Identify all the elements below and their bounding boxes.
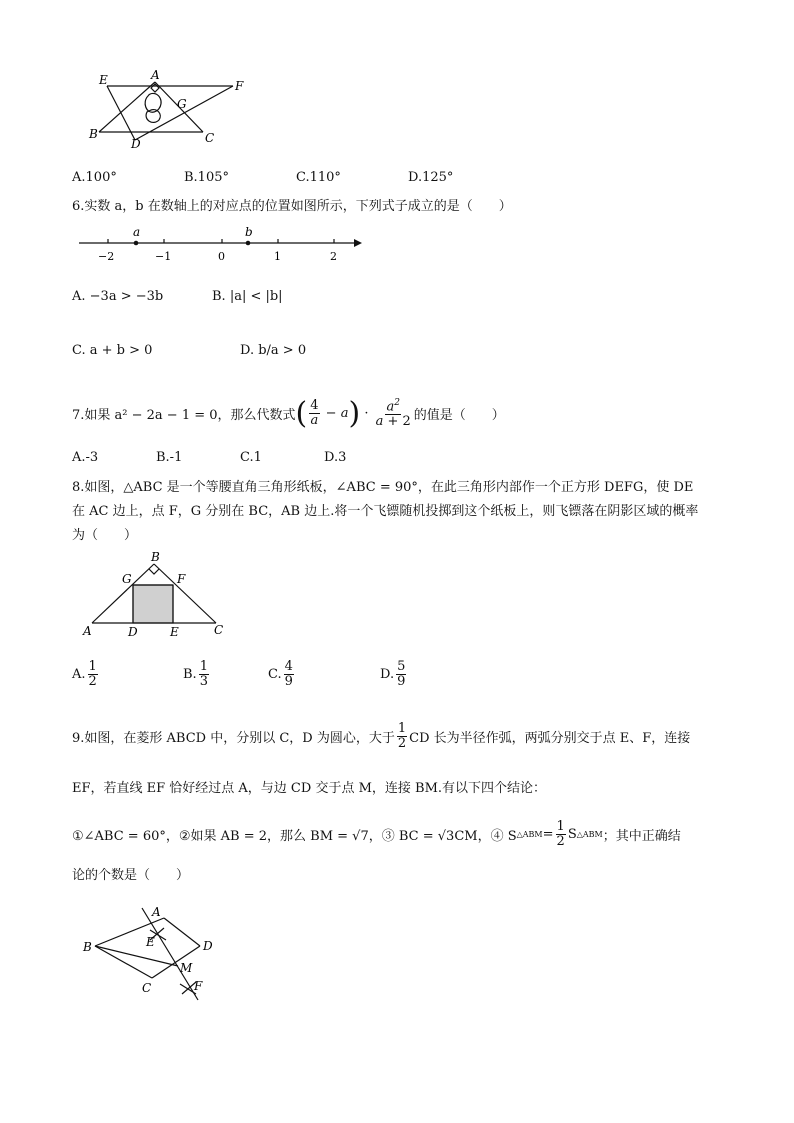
- q7-option-a: A.-3: [72, 450, 99, 465]
- svg-text:F: F: [177, 572, 186, 586]
- q7-option-d: D.3: [324, 450, 347, 465]
- q5-label-b: B: [89, 127, 98, 141]
- svg-text:F: F: [194, 979, 203, 993]
- q6-point-b: [246, 241, 251, 246]
- q9-line2: EF，若直线 EF 恰好经过点 A，与边 CD 交于点 M，连接 BM.有以下四个结论：: [72, 781, 547, 796]
- q5-option-b: B.105°: [184, 170, 229, 185]
- q7-stem-suffix: 的值是（ ）: [413, 408, 505, 423]
- q6-number-line: [75, 222, 370, 268]
- q9-line1: 9.如图，在菱形 ABCD 中，分别以 C，D 为圆心，大于 $\frac{1}{2}$ CD 长为半径作弧，两弧分别交于点 E、F，连接: [72, 721, 691, 751]
- svg-text:C: C: [214, 623, 224, 637]
- q8-option-d: D. $\frac{5}{9}$: [380, 659, 406, 689]
- svg-text:A: A: [83, 624, 92, 638]
- q5-option-d: D.125°: [408, 170, 454, 185]
- svg-text:a: a: [133, 225, 141, 239]
- q6-option-a: A. −3a > −3b: [72, 289, 164, 304]
- q9-line4: 论的个数是（ ）: [72, 868, 190, 883]
- svg-text:G: G: [122, 572, 132, 586]
- q5-label-c: C: [205, 131, 215, 145]
- q8-stem-line2: 在 AC 边上，点 F，G 分别在 BC，AB 边上.将一个飞镖随机投掷到这个纸板上，则飞镖落在阴影区域的概率: [72, 504, 699, 519]
- q9-figure: [80, 898, 230, 1006]
- q8-stem-line3: 为（ ）: [72, 528, 138, 543]
- q7-stem-prefix: 7.如果 a² − 2a − 1 = 0，那么代数式: [72, 408, 296, 423]
- q8-option-a: A. $\frac{1}{2}$: [72, 659, 97, 689]
- svg-text:B: B: [83, 940, 92, 954]
- q6-option-d: D. b/a > 0: [240, 343, 307, 358]
- q8-option-c: C. $\frac{4}{9}$: [268, 659, 293, 689]
- q5-option-c: C.110°: [296, 170, 341, 185]
- q6-option-c: C. a + b > 0: [72, 343, 153, 358]
- svg-text:1: 1: [274, 250, 281, 263]
- q5-label-a: A: [151, 68, 160, 82]
- q7-option-b: B.-1: [156, 450, 183, 465]
- q7-stem: 7.如果 a² − 2a − 1 = 0，那么代数式 ( $\frac{4}{a}$ − a ) · $\frac{a^2}{a + 2}$ 的值是（ ）: [72, 396, 505, 431]
- q5-label-g: G: [177, 97, 187, 111]
- q6-stem: 6.实数 a，b 在数轴上的对应点的位置如图所示，下列式子成立的是（ ）: [72, 199, 512, 214]
- q9-line3: ①∠ABC = 60°，②如果 AB = 2，那么 BM = √7，③ BC = √3CM，④ S △ABM = $\frac{1}{2}$ S △ABM ；其中正确结: [72, 819, 681, 849]
- svg-text:M: M: [180, 961, 193, 975]
- svg-text:B: B: [151, 550, 160, 564]
- svg-text:−2: −2: [98, 250, 115, 263]
- q5-figure: [85, 68, 255, 150]
- svg-text:A: A: [152, 905, 161, 919]
- q5-option-a: A.100°: [72, 170, 117, 185]
- svg-text:E: E: [146, 935, 155, 949]
- q5-label-f: F: [235, 79, 244, 93]
- q5-label-e: E: [99, 73, 108, 87]
- svg-text:D: D: [203, 939, 213, 953]
- svg-text:D: D: [128, 625, 138, 639]
- q5-label-d: D: [131, 137, 141, 150]
- q8-option-b: B. $\frac{1}{3}$: [183, 659, 208, 689]
- svg-text:E: E: [170, 625, 179, 639]
- q8-shaded-square: [133, 585, 173, 623]
- q6-option-b: B. |a| < |b|: [212, 289, 283, 304]
- q6-point-a: [134, 241, 139, 246]
- svg-text:0: 0: [218, 250, 225, 263]
- q8-figure: [80, 548, 230, 640]
- svg-text:b: b: [245, 225, 253, 239]
- svg-text:2: 2: [330, 250, 337, 263]
- q7-option-c: C.1: [240, 450, 262, 465]
- svg-text:−1: −1: [155, 250, 172, 263]
- q8-stem-line1: 8.如图，△ABC 是一个等腰直角三角形纸板，∠ABC = 90°，在此三角形内部作一个正方形 DEFG，使 DE: [72, 480, 694, 495]
- svg-text:C: C: [142, 981, 152, 995]
